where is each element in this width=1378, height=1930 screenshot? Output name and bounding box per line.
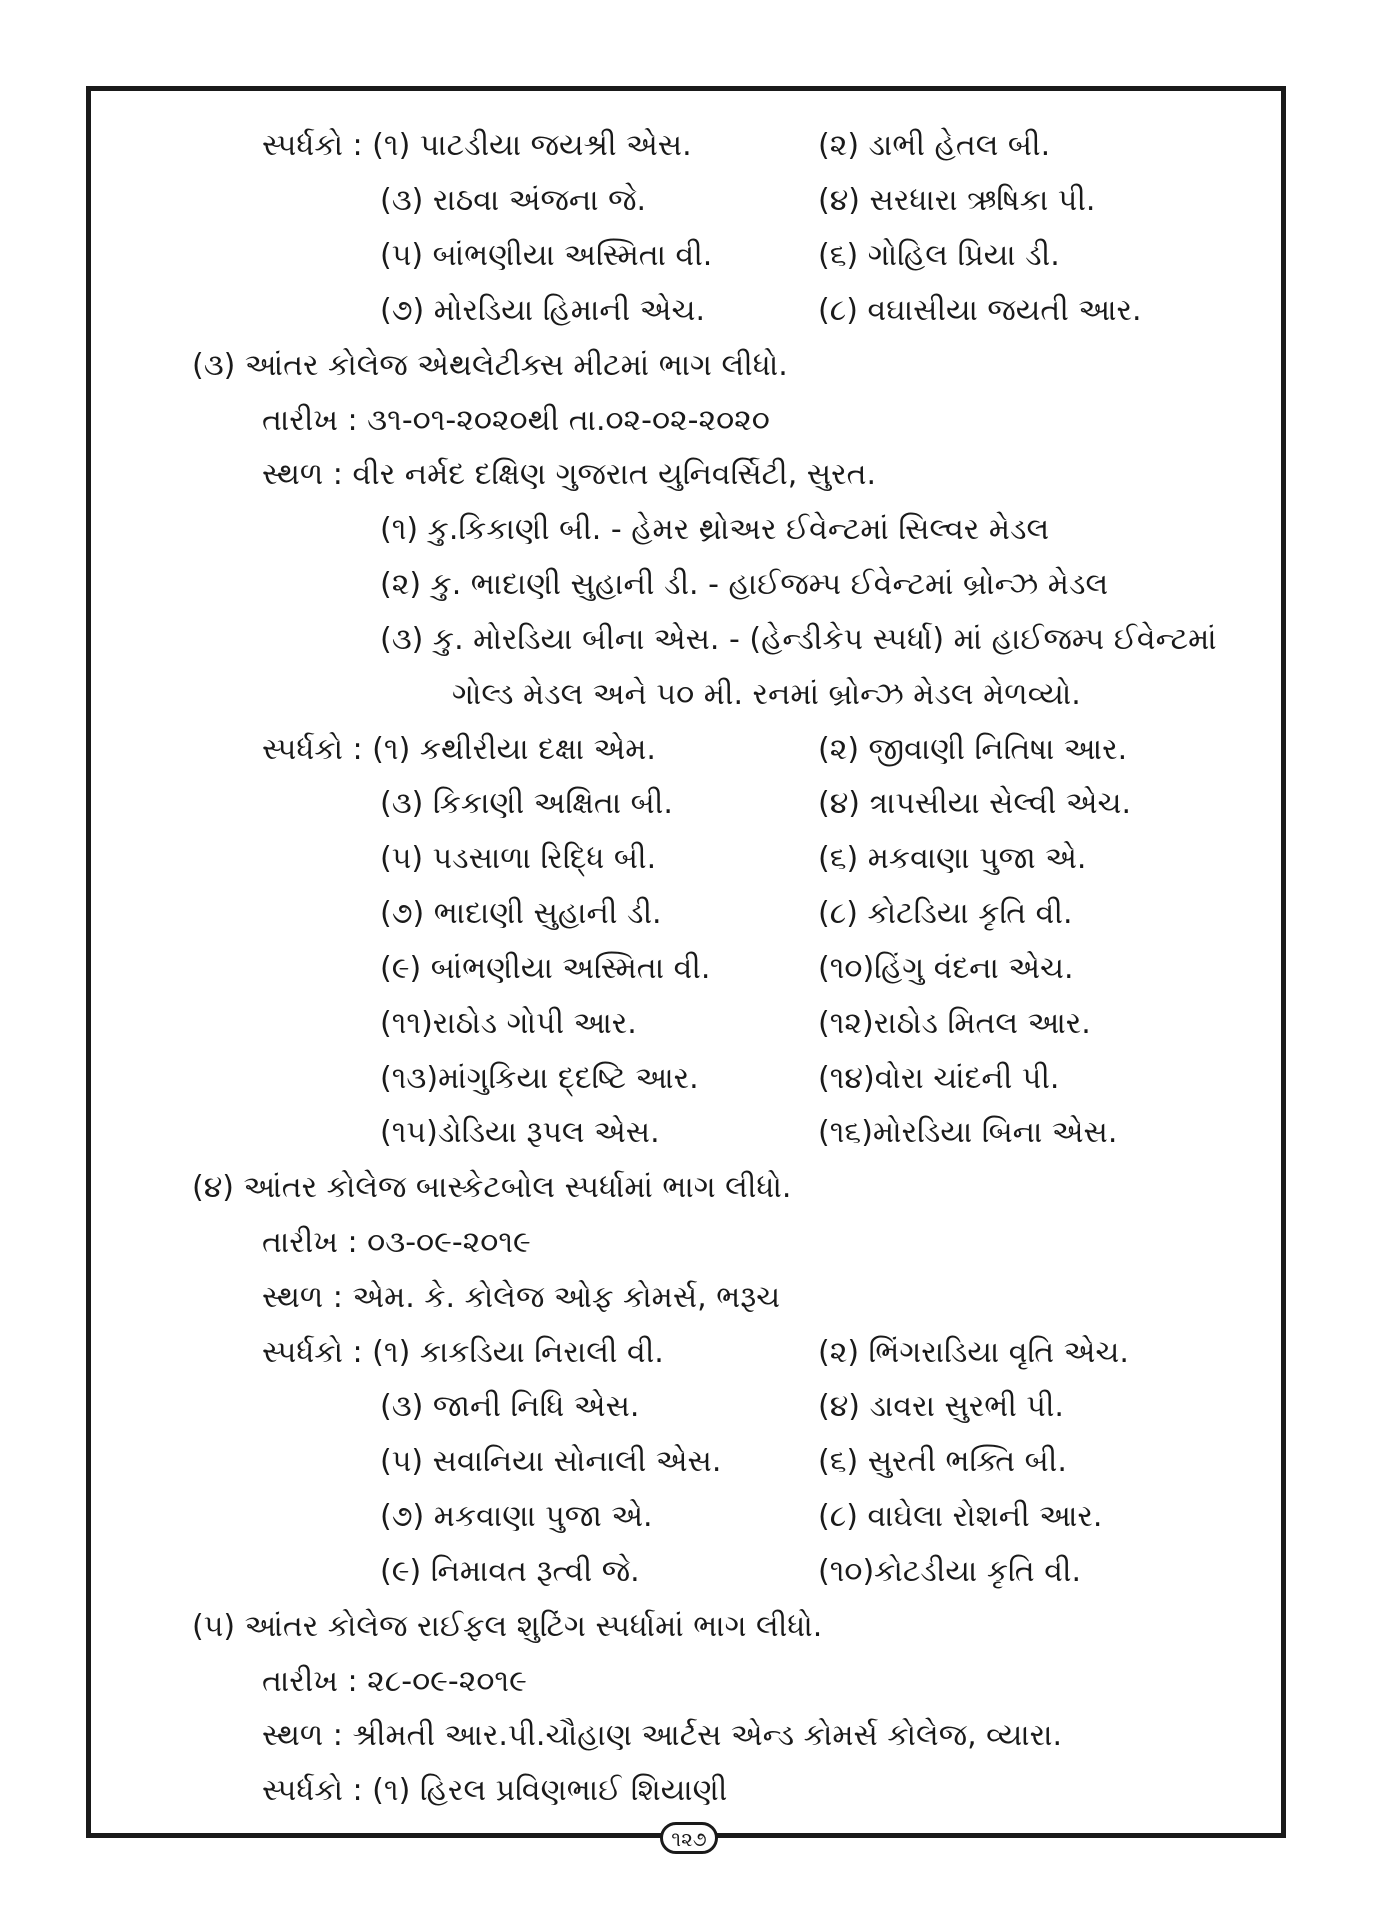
contestant-line: (૨) ભિંગરાડિયા વૃતિ એચ. [818,1335,1129,1370]
contestant-line: (૬) સુરતી ભક્તિ બી. [818,1444,1067,1479]
contestant-line: (૩) જાની નિધિ એસ. [380,1389,640,1424]
contestant-line: (૮) કોટડિયા કૃતિ વી. [818,896,1073,931]
date-line: તારીખ : ૦૩-૦૯-૨૦૧૯ [262,1225,531,1260]
section-heading: (૪) આંતર કોલેજ બાસ્કેટબોલ સ્પર્ધામાં ભાગ લીધો. [192,1170,792,1205]
contestant-line: (૧૦)હિંગુ વંદના એચ. [818,951,1074,986]
contestant-line: (૪) સરધારા ઋષિકા પી. [818,183,1096,218]
contestant-line: (૧૦)કોટડીયા કૃતિ વી. [818,1554,1082,1589]
contestant-line: સ્પર્ધકો : (૧) હિરલ પ્રવિણભાઈ શિયાણી [262,1773,728,1808]
medal-line: (૩) કુ. મોરડિયા બીના એસ. - (હેન્ડીકેપ સ્પર્ધા) માં હાઈજમ્પ ઈવેન્ટમાં [380,622,1217,657]
contestant-line: (૬) ગોહિલ પ્રિયા ડી. [818,238,1060,273]
contestant-line: સ્પર્ધકો : (૧) કાકડિયા નિરાલી વી. [262,1335,664,1370]
contestant-line: (૫) બાંભણીયા અસ્મિતા વી. [380,238,713,273]
venue-line: સ્થળ : વીર નર્મદ દક્ષિણ ગુજરાત યુનિવર્સિટી, સુરત. [262,457,877,492]
date-line: તારીખ : ૨૮-૦૯-૨૦૧૯ [262,1664,527,1699]
contestant-line: સ્પર્ધકો : (૧) પાટડીયા જયશ્રી એસ. [262,128,692,163]
contestant-line: (૫) સવાનિયા સોનાલી એસ. [380,1444,722,1479]
contestant-line: (૭) મકવાણા પુજા એ. [380,1499,653,1534]
date-line: તારીખ : ૩૧-૦૧-૨૦૨૦થી તા.૦૨-૦૨-૨૦૨૦ [262,403,770,438]
contestant-line: (૧૩)માંગુકિયા દ્દષ્ટિ આર. [380,1061,699,1096]
page-number: ૧૨૭ [660,1822,718,1854]
contestant-line: (૪) ત્રાપસીયા સેલ્વી એચ. [818,786,1132,821]
contestant-line: (૫) પડસાળા રિદ્ધિ બી. [380,841,657,876]
contestant-line: (૨) ડાભી હેતલ બી. [818,128,1051,163]
medal-line: (૨) કુ. ભાદાણી સુહાની ડી. - હાઈજમ્પ ઈવેન્ટમાં બ્રોન્ઝ મેડલ [380,567,1109,602]
contestant-line: (૧૬)મોરડિયા બિના એસ. [818,1115,1118,1150]
contestant-line: (૭) ભાદાણી સુહાની ડી. [380,896,662,931]
contestant-line: (૨) જીવાણી નિતિષા આર. [818,732,1128,767]
contestant-line: (૧૪)વોરા ચાંદની પી. [818,1061,1060,1096]
venue-line: સ્થળ : શ્રીમતી આર.પી.ચૌહાણ આર્ટસ એન્ડ કોમર્સ કોલેજ, વ્યારા. [262,1718,1063,1753]
contestant-line: (૧૧)રાઠોડ ગોપી આર. [380,1006,637,1041]
section-heading: (૩) આંતર કોલેજ એથલેટીક્સ મીટમાં ભાગ લીધો. [192,348,788,383]
contestant-line: (૧૨)રાઠોડ મિતલ આર. [818,1006,1091,1041]
contestant-line: (૮) વઘાસીયા જયતી આર. [818,293,1142,328]
contestant-line: (૬) મકવાણા પુજા એ. [818,841,1087,876]
contestant-line: (૧૫)ડોડિયા રૂપલ એસ. [380,1115,660,1150]
contestant-line: સ્પર્ધકો : (૧) કથીરીયા દક્ષા એમ. [262,732,656,767]
contestant-line: (૩) રાઠવા અંજના જે. [380,183,647,218]
section-heading: (૫) આંતર કોલેજ રાઈફલ શુટિંગ સ્પર્ધામાં ભાગ લીધો. [192,1609,823,1644]
contestant-line: (૯) નિમાવત રૂત્વી જે. [380,1554,640,1589]
medal-line: (૧) કુ.કિકાણી બી. - હેમર થ્રોઅર ઈવેન્ટમાં સિલ્વર મેડલ [380,512,1050,547]
medal-line: ગોલ્ડ મેડલ અને ૫૦ મી. રનમાં બ્રોન્ઝ મેડલ મેળવ્યો. [452,677,1081,712]
contestant-line: (૯) બાંભણીયા અસ્મિતા વી. [380,951,711,986]
contestant-line: (૭) મોરડિયા હિમાની એચ. [380,293,705,328]
contestant-line: (૮) વાઘેલા રોશની આર. [818,1499,1103,1534]
venue-line: સ્થળ : એમ. કે. કોલેજ ઓફ કોમર્સ, ભરૂચ [262,1280,781,1315]
contestant-line: (૩) કિકાણી અક્ષિતા બી. [380,786,673,821]
contestant-line: (૪) ડાવરા સુરભી પી. [818,1389,1064,1424]
